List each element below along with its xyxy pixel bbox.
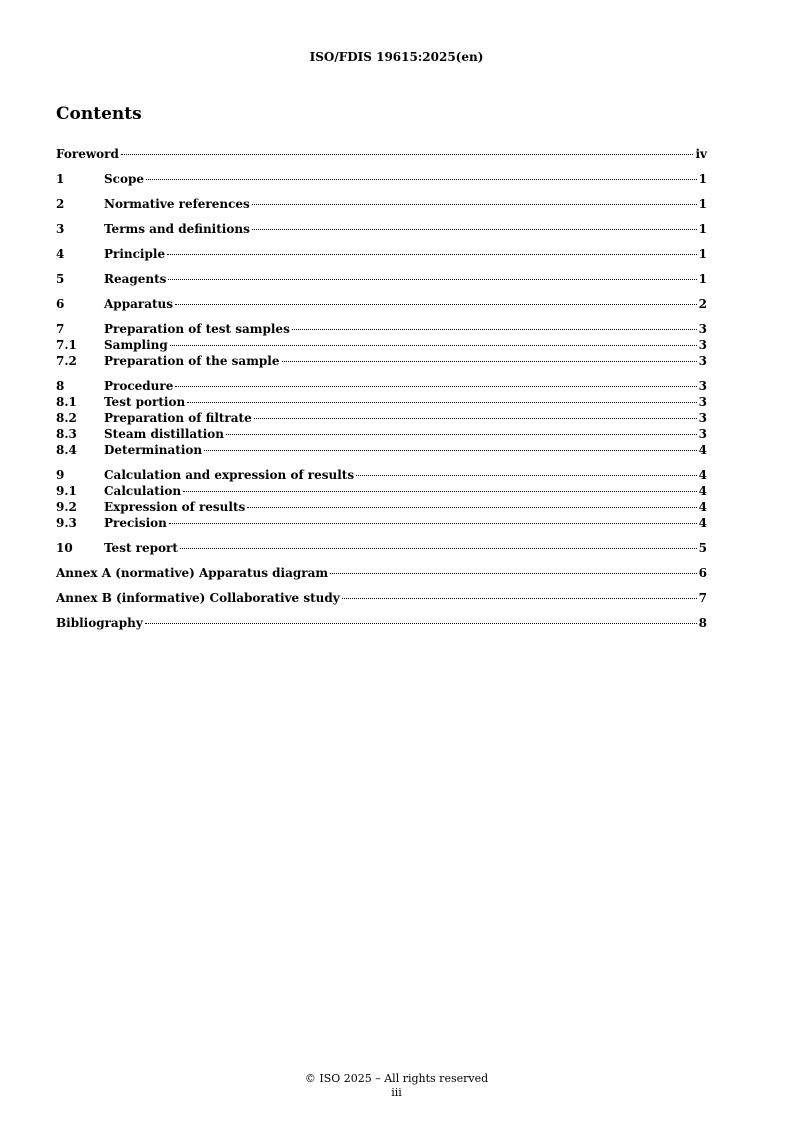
toc-entry-number: 10 (56, 541, 73, 555)
toc-entry-title: Procedure (104, 379, 174, 393)
toc-dot-leader (167, 254, 697, 255)
toc-dot-leader (121, 154, 694, 155)
toc-entry-page: 1 (698, 247, 707, 261)
toc-entry-number: 4 (56, 247, 65, 261)
toc-entry[interactable] (56, 442, 707, 458)
toc-entry-number: 9.1 (56, 484, 77, 498)
toc-dot-leader (282, 361, 697, 362)
toc-dot-leader (226, 434, 697, 435)
toc-entry[interactable] (56, 171, 707, 187)
toc-entry-title: Bibliography (56, 616, 143, 630)
toc-entry-title: Foreword (56, 147, 119, 161)
toc-entry[interactable] (56, 615, 707, 631)
document-identifier: ISO/FDIS 19615:2025(en) (309, 50, 484, 64)
toc-dot-leader (169, 523, 697, 524)
toc-entry-page: 3 (698, 411, 707, 425)
toc-entry-title: Preparation of test samples (104, 322, 290, 336)
toc-entry[interactable] (56, 296, 707, 312)
contents-heading: Contents (56, 104, 142, 124)
toc-entry-page: 4 (698, 500, 707, 514)
toc-entry-number: 8.4 (56, 443, 77, 457)
toc-entry-page: iv (695, 147, 707, 161)
toc-entry[interactable] (56, 467, 707, 483)
toc-entry-page: 1 (698, 222, 707, 236)
toc-entry[interactable] (56, 221, 707, 237)
toc-entry[interactable] (56, 196, 707, 212)
toc-entry-title: Expression of results (104, 500, 246, 514)
toc-entry-page: 4 (698, 516, 707, 530)
toc-entry-title: Calculation (104, 484, 182, 498)
toc-entry-title: Steam distillation (104, 427, 225, 441)
toc-entry-number: 3 (56, 222, 65, 236)
toc-dot-leader (252, 229, 697, 230)
toc-entry-title: Apparatus (104, 297, 173, 311)
toc-entry-title: Preparation of the sample (104, 354, 280, 368)
toc-dot-leader (187, 402, 696, 403)
toc-entry-title: Reagents (104, 272, 167, 286)
toc-dot-leader (254, 418, 697, 419)
toc-entry-number: 7.1 (56, 338, 77, 352)
toc-entry-title: Terms and definitions (104, 222, 250, 236)
toc-dot-leader (330, 573, 697, 574)
toc-entry-title: Test report (104, 541, 178, 555)
toc-dot-leader (247, 507, 696, 508)
toc-entry-title: Test portion (104, 395, 186, 409)
toc-entry-page: 6 (698, 566, 707, 580)
toc-dot-leader (145, 623, 697, 624)
toc-entry-title: Preparation of filtrate (104, 411, 252, 425)
toc-entry-number: 2 (56, 197, 65, 211)
toc-entry[interactable] (56, 246, 707, 262)
toc-entry-number: 9.3 (56, 516, 77, 530)
toc-entry-page: 3 (698, 322, 707, 336)
toc-entry-number: 5 (56, 272, 65, 286)
toc-entry[interactable] (56, 483, 707, 499)
toc-entry[interactable] (56, 515, 707, 531)
toc-entry-page: 8 (698, 616, 707, 630)
toc-entry[interactable] (56, 565, 707, 581)
toc-entry-number: 8.3 (56, 427, 77, 441)
toc-entry-title: Annex B (informative) Collaborative study (56, 591, 340, 605)
toc-entry-page: 3 (698, 379, 707, 393)
toc-entry-number: 8.1 (56, 395, 77, 409)
toc-entry-number: 6 (56, 297, 65, 311)
toc-dot-leader (168, 279, 696, 280)
toc-entry-number: 7.2 (56, 354, 77, 368)
toc-entry-title: Determination (104, 443, 203, 457)
copyright-notice: © ISO 2025 – All rights reserved (304, 1072, 489, 1085)
toc-entry-page: 3 (698, 338, 707, 352)
toc-entry[interactable] (56, 426, 707, 442)
page-number: iii (391, 1086, 402, 1099)
toc-entry[interactable] (56, 271, 707, 287)
toc-entry[interactable] (56, 337, 707, 353)
toc-entry-page: 1 (698, 272, 707, 286)
toc-entry-title: Normative references (104, 197, 250, 211)
toc-entry[interactable] (56, 353, 707, 369)
toc-entry-page: 3 (698, 427, 707, 441)
toc-dot-leader (342, 598, 697, 599)
toc-entry-number: 9 (56, 468, 65, 482)
toc-entry-page: 3 (698, 354, 707, 368)
toc-entry-page: 4 (698, 468, 707, 482)
toc-dot-leader (170, 345, 697, 346)
toc-entry-title: Principle (104, 247, 166, 261)
toc-entry-title: Calculation and expression of results (104, 468, 355, 482)
toc-entry[interactable] (56, 410, 707, 426)
toc-dot-leader (292, 329, 697, 330)
toc-entry[interactable] (56, 146, 707, 162)
toc-entry[interactable] (56, 499, 707, 515)
toc-dot-leader (204, 450, 697, 451)
page-footer (0, 1072, 793, 1100)
toc-dot-leader (175, 386, 696, 387)
toc-dot-leader (183, 491, 697, 492)
toc-dot-leader (356, 475, 697, 476)
table-of-contents (56, 146, 707, 631)
toc-entry[interactable] (56, 321, 707, 337)
toc-entry-title: Precision (104, 516, 167, 530)
toc-entry-title: Annex A (normative) Apparatus diagram (56, 566, 329, 580)
toc-entry-number: 1 (56, 172, 65, 186)
toc-entry-number: 8.2 (56, 411, 77, 425)
toc-entry-page: 1 (698, 197, 707, 211)
toc-entry-number: 8 (56, 379, 65, 393)
toc-entry-page: 5 (698, 541, 707, 555)
toc-dot-leader (252, 204, 697, 205)
toc-entry-number: 7 (56, 322, 65, 336)
toc-entry-title: Scope (104, 172, 145, 186)
toc-entry-page: 4 (698, 443, 707, 457)
toc-entry-page: 2 (698, 297, 707, 311)
toc-entry[interactable] (56, 590, 707, 606)
toc-entry[interactable] (56, 378, 707, 394)
toc-entry[interactable] (56, 394, 707, 410)
toc-entry-page: 4 (698, 484, 707, 498)
toc-entry-page: 3 (698, 395, 707, 409)
toc-dot-leader (180, 548, 697, 549)
toc-dot-leader (146, 179, 697, 180)
toc-entry[interactable] (56, 540, 707, 556)
toc-entry-number: 9.2 (56, 500, 77, 514)
toc-entry-title: Sampling (104, 338, 168, 352)
toc-dot-leader (175, 304, 697, 305)
toc-entry-page: 1 (698, 172, 707, 186)
toc-entry-page: 7 (698, 591, 707, 605)
